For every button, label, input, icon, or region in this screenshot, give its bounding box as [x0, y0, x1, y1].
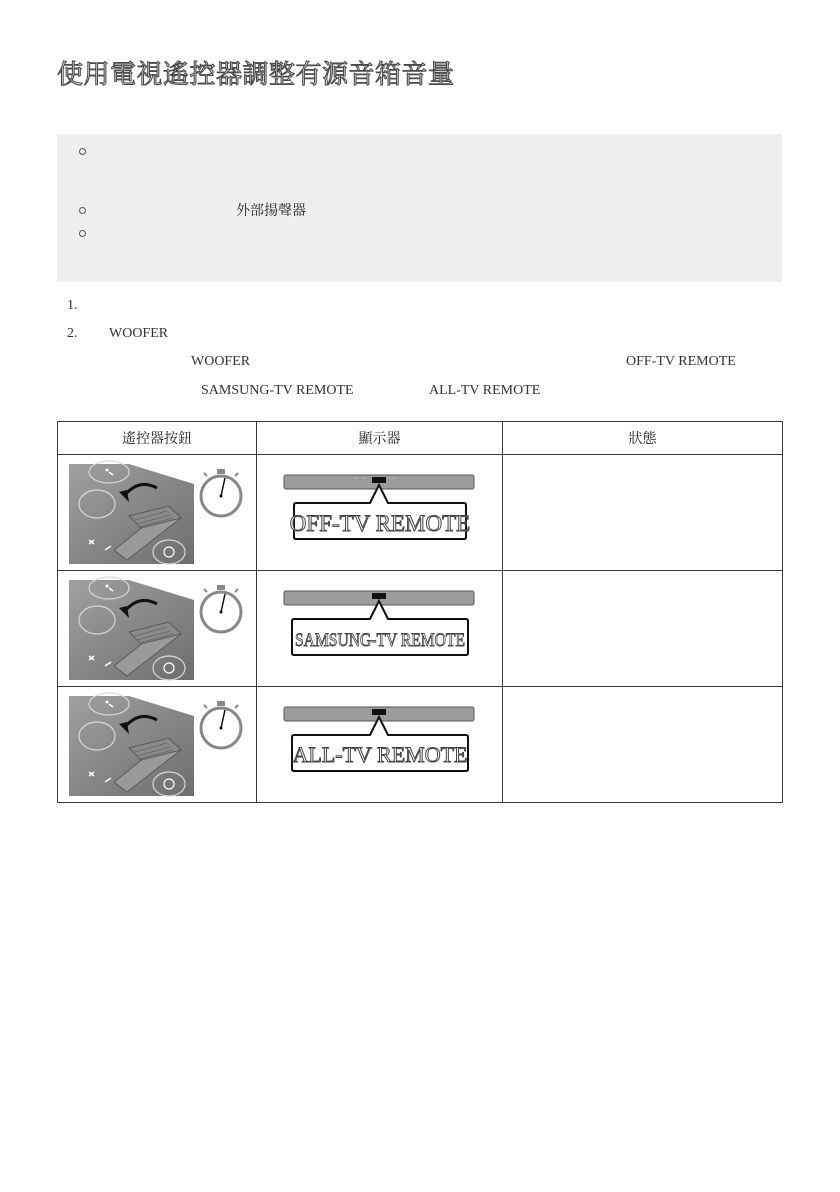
soundbar-display-illustration: [284, 467, 476, 557]
step-item: [67, 298, 109, 314]
note-text: 外部揚聲器: [236, 203, 306, 219]
table-header-row: [58, 422, 783, 455]
note-item: [79, 230, 236, 237]
note-item: [79, 200, 306, 220]
remote-woofer-button-photo: [69, 696, 245, 796]
woofer-term: WOOFER: [191, 354, 251, 369]
step-item: [67, 326, 168, 342]
display-label: SAMSUNG-TV REMOTE: [295, 630, 465, 651]
display-cell: [257, 455, 503, 571]
note-item: [79, 148, 236, 155]
mode-samsung-text: SAMSUNG-TV REMOTE: [201, 383, 354, 398]
table-row: [58, 687, 783, 803]
column-header: 顯示器: [257, 422, 503, 455]
table-row: [58, 455, 783, 571]
remote-woofer-button-photo: [69, 580, 245, 680]
circle-bullet-icon: [79, 207, 86, 214]
step-term: WOOFER: [109, 326, 169, 341]
mode-table: [57, 421, 783, 803]
note-box: [57, 134, 782, 282]
column-header: 遙控器按鈕: [58, 422, 257, 455]
circle-bullet-icon: [79, 230, 86, 237]
remote-button-cell: [58, 455, 257, 571]
status-cell: [503, 687, 783, 803]
soundbar-display-illustration: [284, 583, 476, 673]
display-label: OFF-TV REMOTE: [289, 511, 471, 536]
mode-off-text: OFF-TV REMOTE: [626, 354, 736, 369]
step-number: 2.: [67, 326, 78, 341]
step-number: 1.: [67, 298, 78, 313]
display-cell: [257, 687, 503, 803]
remote-button-cell: [58, 571, 257, 687]
remote-woofer-button-photo: [69, 464, 245, 564]
status-cell: [503, 571, 783, 687]
page-title: 使用電視遙控器調整有源音箱音量: [57, 60, 455, 90]
soundbar-display-illustration: [284, 699, 476, 789]
column-header: 狀態: [503, 422, 783, 455]
display-label: ALL-TV REMOTE: [292, 742, 468, 767]
display-cell: [257, 571, 503, 687]
remote-button-cell: [58, 687, 257, 803]
mode-all-text: ALL-TV REMOTE: [429, 383, 541, 398]
table-row: [58, 571, 783, 687]
status-cell: [503, 455, 783, 571]
circle-bullet-icon: [79, 148, 86, 155]
